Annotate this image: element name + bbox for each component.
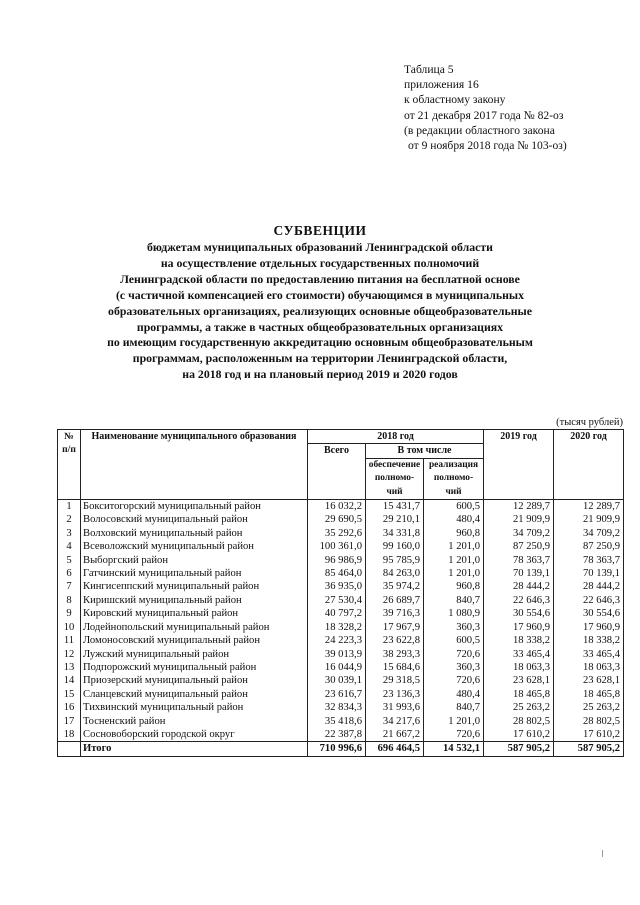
col-header-2020: 2020 год <box>554 430 624 500</box>
cell-y2020: 12 289,7 <box>554 500 624 514</box>
cell-name: Бокситогорский муниципальный район <box>81 500 308 514</box>
cell-realize: 720,6 <box>424 648 484 661</box>
table-row <box>58 500 624 514</box>
cell-name: Кировский муниципальный район <box>81 607 308 620</box>
cell-no: 15 <box>58 688 81 701</box>
col-header-2018: 2018 год <box>308 430 484 444</box>
legal-reference-header <box>404 62 567 153</box>
table-row <box>58 688 624 701</box>
header-line: к областному закону <box>404 93 506 107</box>
cell-y2019: 18 338,2 <box>484 634 554 647</box>
total-total: 710 996,6 <box>308 742 366 756</box>
table-row <box>58 554 624 567</box>
cell-total: 85 464,0 <box>308 567 366 580</box>
table-row <box>58 607 624 620</box>
cell-no: 6 <box>58 567 81 580</box>
cell-total: 39 013,9 <box>308 648 366 661</box>
cell-name: Кингисеппский муниципальный район <box>81 580 308 593</box>
cell-no: 9 <box>58 607 81 620</box>
cell-y2019: 17 960,9 <box>484 621 554 634</box>
cell-realize: 1 080,9 <box>424 607 484 620</box>
cell-provide: 34 331,8 <box>366 527 424 540</box>
cell-total: 35 418,6 <box>308 715 366 728</box>
total-realize: 14 532,1 <box>424 742 484 756</box>
cell-realize: 720,6 <box>424 728 484 742</box>
cell-provide: 38 293,3 <box>366 648 424 661</box>
cell-y2020: 34 709,2 <box>554 527 624 540</box>
cell-no: 10 <box>58 621 81 634</box>
cell-y2020: 33 465,4 <box>554 648 624 661</box>
table-row <box>58 621 624 634</box>
cell-total: 27 530,4 <box>308 594 366 607</box>
cell-provide: 29 318,5 <box>366 674 424 687</box>
cell-no: 12 <box>58 648 81 661</box>
cell-y2019: 23 628,1 <box>484 674 554 687</box>
totals-row <box>58 742 624 756</box>
cell-total: 24 223,3 <box>308 634 366 647</box>
cell-total: 40 797,2 <box>308 607 366 620</box>
cell-no: 5 <box>58 554 81 567</box>
table-row <box>58 594 624 607</box>
table-row <box>58 580 624 593</box>
title-line: программам, расположенным на территории Ленинградской области, <box>132 351 508 366</box>
cell-total: 32 834,3 <box>308 701 366 714</box>
cell-y2020: 18 465,8 <box>554 688 624 701</box>
title-line: программы, а также в частных общеобразовательных организациях <box>136 319 504 334</box>
cell-total: 96 986,9 <box>308 554 366 567</box>
cell-y2019: 28 802,5 <box>484 715 554 728</box>
table-row <box>58 634 624 647</box>
cell-total: 16 044,9 <box>308 661 366 674</box>
cell-y2019: 33 465,4 <box>484 648 554 661</box>
cell-name: Лодейнопольский муниципальный район <box>81 621 308 634</box>
cell-realize: 480,4 <box>424 513 484 526</box>
col-header-provide: обеспечение полномо-чий <box>366 458 424 499</box>
cell-provide: 31 993,6 <box>366 701 424 714</box>
cell-y2020: 17 610,2 <box>554 728 624 742</box>
cell-realize: 960,8 <box>424 580 484 593</box>
cell-y2019: 28 444,2 <box>484 580 554 593</box>
cell-realize: 960,8 <box>424 527 484 540</box>
title-line: (с частичной компенсацией его стоимости) обучающимся в муниципальных <box>115 287 524 302</box>
scan-mark <box>602 850 603 857</box>
subventions-table <box>57 429 624 757</box>
cell-y2019: 30 554,6 <box>484 607 554 620</box>
cell-total: 36 935,0 <box>308 580 366 593</box>
units-label: (тысяч рублей) <box>556 417 623 428</box>
table-row <box>58 728 624 742</box>
cell-total: 23 616,7 <box>308 688 366 701</box>
title-line: на 2018 год и на плановый период 2019 и 2020 годов <box>182 367 458 382</box>
cell-name: Тихвинский муниципальный район <box>81 701 308 714</box>
col-header-name: Наименование муниципального образования <box>81 430 308 500</box>
cell-y2020: 18 338,2 <box>554 634 624 647</box>
cell-y2019: 18 465,8 <box>484 688 554 701</box>
cell-realize: 720,6 <box>424 674 484 687</box>
cell-provide: 15 431,7 <box>366 500 424 514</box>
cell-provide: 99 160,0 <box>366 540 424 553</box>
table-row <box>58 701 624 714</box>
cell-name: Выборгский район <box>81 554 308 567</box>
cell-provide: 39 716,3 <box>366 607 424 620</box>
cell-y2020: 87 250,9 <box>554 540 624 553</box>
cell-provide: 21 667,2 <box>366 728 424 742</box>
title-line: по имеющим государственную аккредитацию основным общеобразовательным <box>107 335 533 350</box>
cell-name: Подпорожский муниципальный район <box>81 661 308 674</box>
cell-realize: 840,7 <box>424 594 484 607</box>
cell-y2019: 25 263,2 <box>484 701 554 714</box>
cell-name: Тосненский район <box>81 715 308 728</box>
table-row <box>58 661 624 674</box>
cell-provide: 26 689,7 <box>366 594 424 607</box>
cell-y2020: 21 909,9 <box>554 513 624 526</box>
header-line: от 21 декабря 2017 года № 82-оз <box>404 108 564 122</box>
cell-name: Всеволожский муниципальный район <box>81 540 308 553</box>
cell-no: 14 <box>58 674 81 687</box>
cell-total: 35 292,6 <box>308 527 366 540</box>
col-header-realize: реализация полномо-чий <box>424 458 484 499</box>
col-header-incl: В том числе <box>366 444 484 458</box>
cell-y2020: 28 444,2 <box>554 580 624 593</box>
table-body <box>58 500 624 757</box>
cell-y2020: 70 139,1 <box>554 567 624 580</box>
cell-no: 4 <box>58 540 81 553</box>
cell-name: Ломоносовский муниципальный район <box>81 634 308 647</box>
cell-realize: 360,3 <box>424 621 484 634</box>
cell-provide: 84 263,0 <box>366 567 424 580</box>
cell-provide: 23 136,3 <box>366 688 424 701</box>
cell-no <box>58 742 81 756</box>
cell-y2019: 17 610,2 <box>484 728 554 742</box>
cell-provide: 15 684,6 <box>366 661 424 674</box>
cell-y2020: 30 554,6 <box>554 607 624 620</box>
cell-no: 11 <box>58 634 81 647</box>
cell-y2019: 70 139,1 <box>484 567 554 580</box>
col-header-no: № п/п <box>58 430 81 500</box>
cell-y2019: 87 250,9 <box>484 540 554 553</box>
cell-y2020: 78 363,7 <box>554 554 624 567</box>
cell-no: 16 <box>58 701 81 714</box>
cell-realize: 1 201,0 <box>424 554 484 567</box>
cell-provide: 34 217,6 <box>366 715 424 728</box>
cell-total: 18 328,2 <box>308 621 366 634</box>
table-row <box>58 674 624 687</box>
title-line: бюджетам муниципальных образований Ленинградской области <box>147 240 493 254</box>
cell-no: 7 <box>58 580 81 593</box>
cell-total: 29 690,5 <box>308 513 366 526</box>
cell-y2019: 18 063,3 <box>484 661 554 674</box>
cell-total: 22 387,8 <box>308 728 366 742</box>
cell-realize: 840,7 <box>424 701 484 714</box>
cell-y2019: 12 289,7 <box>484 500 554 514</box>
col-header-total: Всего <box>308 444 366 500</box>
cell-realize: 1 201,0 <box>424 540 484 553</box>
cell-y2020: 22 646,3 <box>554 594 624 607</box>
title-line: образовательных организациях, реализующих основные общеобразовательные <box>108 303 532 318</box>
cell-realize: 480,4 <box>424 688 484 701</box>
cell-y2019: 22 646,3 <box>484 594 554 607</box>
cell-y2019: 78 363,7 <box>484 554 554 567</box>
cell-name: Волосовский муниципальный район <box>81 513 308 526</box>
table-row <box>58 715 624 728</box>
cell-y2020: 28 802,5 <box>554 715 624 728</box>
total-y2020: 587 905,2 <box>554 742 624 756</box>
header-line: (в редакции областного закона <box>404 123 555 137</box>
cell-y2020: 18 063,3 <box>554 661 624 674</box>
cell-y2020: 23 628,1 <box>554 674 624 687</box>
cell-name: Приозерский муниципальный район <box>81 674 308 687</box>
table-row <box>58 513 624 526</box>
cell-no: 3 <box>58 527 81 540</box>
cell-name: Киришский муниципальный район <box>81 594 308 607</box>
cell-provide: 17 967,9 <box>366 621 424 634</box>
cell-y2019: 21 909,9 <box>484 513 554 526</box>
cell-total: 100 361,0 <box>308 540 366 553</box>
table-row <box>58 527 624 540</box>
cell-name: Волховский муниципальный район <box>81 527 308 540</box>
cell-realize: 600,5 <box>424 634 484 647</box>
cell-realize: 600,5 <box>424 500 484 514</box>
cell-no: 1 <box>58 500 81 514</box>
cell-total: 30 039,1 <box>308 674 366 687</box>
cell-provide: 29 210,1 <box>366 513 424 526</box>
cell-y2020: 25 263,2 <box>554 701 624 714</box>
table-row <box>58 540 624 553</box>
header-line: приложения 16 <box>404 78 479 92</box>
cell-y2020: 17 960,9 <box>554 621 624 634</box>
cell-total: 16 032,2 <box>308 500 366 514</box>
header-line: Таблица 5 <box>404 63 454 76</box>
cell-name: Сланцевский муниципальный район <box>81 688 308 701</box>
document-title <box>0 222 640 383</box>
cell-no: 13 <box>58 661 81 674</box>
table-row <box>58 567 624 580</box>
cell-no: 8 <box>58 594 81 607</box>
total-label: Итого <box>81 742 308 756</box>
cell-name: Гатчинский муниципальный район <box>81 567 308 580</box>
table-row <box>58 648 624 661</box>
title-line: на осуществление отдельных государственных полномочий <box>160 255 480 270</box>
cell-y2019: 34 709,2 <box>484 527 554 540</box>
cell-realize: 1 201,0 <box>424 567 484 580</box>
cell-provide: 35 974,2 <box>366 580 424 593</box>
header-line: от 9 ноября 2018 года № 103-оз) <box>408 139 567 153</box>
cell-realize: 360,3 <box>424 661 484 674</box>
cell-realize: 1 201,0 <box>424 715 484 728</box>
cell-provide: 23 622,8 <box>366 634 424 647</box>
col-header-2019: 2019 год <box>484 430 554 500</box>
title-main: СУБВЕНЦИИ <box>273 223 367 238</box>
cell-no: 18 <box>58 728 81 742</box>
cell-no: 17 <box>58 715 81 728</box>
cell-name: Сосновоборский городской округ <box>81 728 308 742</box>
cell-provide: 95 785,9 <box>366 554 424 567</box>
title-line: Ленинградской области по предоставлению питания на бесплатной основе <box>120 271 520 286</box>
total-provide: 696 464,5 <box>366 742 424 756</box>
cell-no: 2 <box>58 513 81 526</box>
cell-name: Лужский муниципальный район <box>81 648 308 661</box>
total-y2019: 587 905,2 <box>484 742 554 756</box>
